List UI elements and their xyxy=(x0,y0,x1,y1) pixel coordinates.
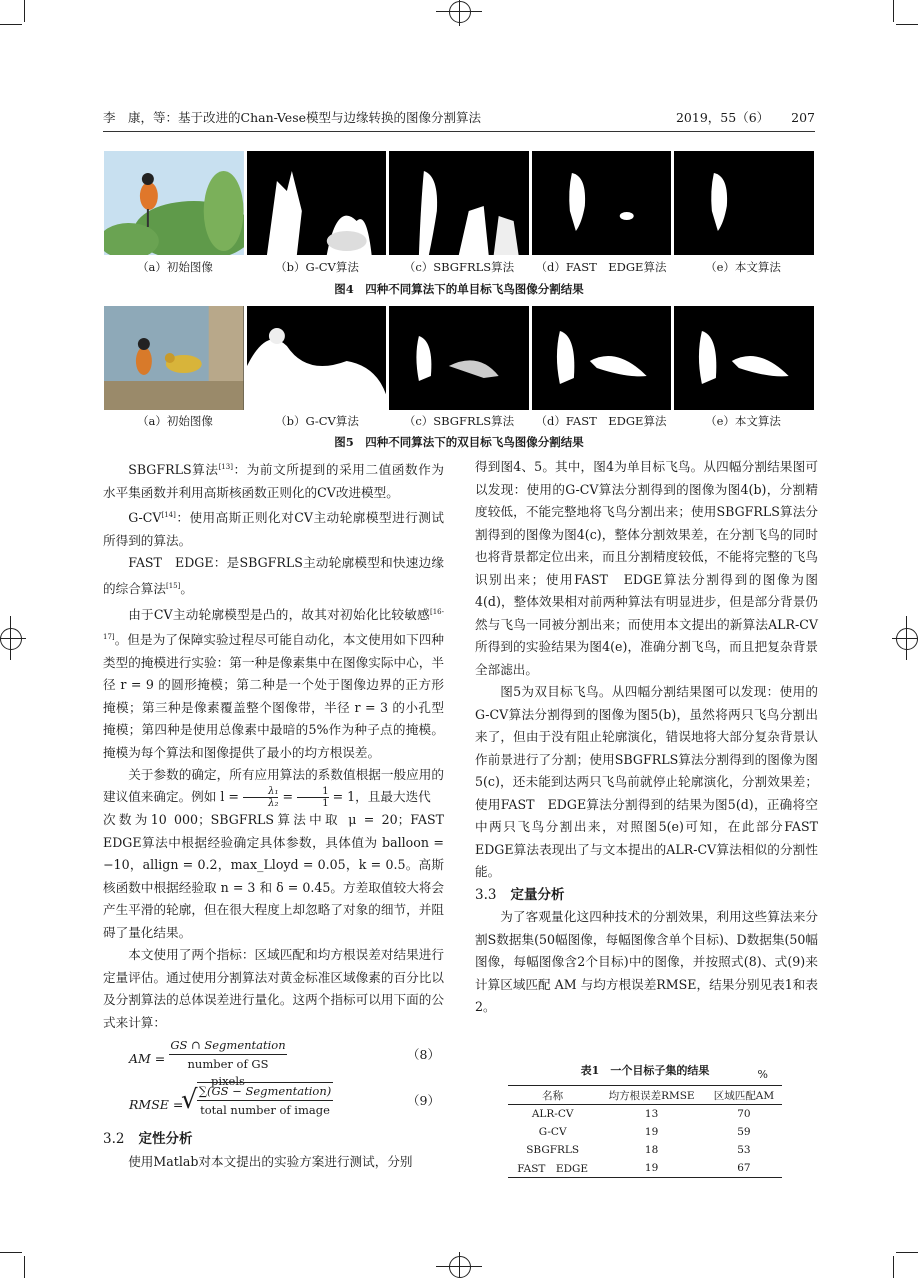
crop-mark xyxy=(0,1252,22,1253)
fig5-original-image xyxy=(104,306,244,410)
table-cell: 53 xyxy=(737,1144,751,1156)
text: = 1，且最大迭代 xyxy=(328,789,431,805)
crop-mark xyxy=(896,1252,918,1253)
fig4-caption-a: （a）初始图像 xyxy=(137,260,213,274)
section-number: 3.2 xyxy=(103,1131,125,1148)
registration-line xyxy=(459,0,460,26)
table-cell: 13 xyxy=(644,1108,659,1120)
paragraph-fig4-analysis: 得到图4、5。其中，图4为单目标飞鸟。从四幅分割结果图可以发现：使用的G-CV算法分割得到的图像为图4(b)，分割精度较低，不能完整地将飞鸟分割出来；使用SBGFRLS算法分割得到的图像为图4(c)，整体分割效果差，在分割飞鸟的同时也将背景都定位出来，而且分割精度较低，不能将完整的飞鸟识别出来；使用FAST EDGE算法分割得到的图像为图4(d)，整体效果相对前两种算法有明显进步，但是部分背景仍然与飞鸟一同被分割出来；而使用本文提出的新算法ALR-CV所得到的实验结果为图4(e)，准确分割飞鸟，而且把复杂背景全部滤出。 xyxy=(475,459,818,677)
fig4-caption-d: （d）FAST EDGE算法 xyxy=(535,260,667,274)
text: 关于参数的确定，所有应用算法的系数值根据一般应用的建议值来确定。例如 l = xyxy=(103,767,444,805)
eq9-number: （9） xyxy=(407,1093,440,1109)
fig5-fastedge-result xyxy=(532,306,672,410)
table-cell: 19 xyxy=(644,1126,659,1138)
eq8-denominator: number of GS pixels xyxy=(187,1057,269,1089)
table-cell: G-CV xyxy=(538,1126,567,1138)
column-header: 名称 xyxy=(508,1086,597,1105)
citation: [13] xyxy=(218,463,233,471)
fig5-proposed-result xyxy=(674,306,814,410)
section-title: 定量分析 xyxy=(510,886,565,903)
column-header: 区域匹配AM xyxy=(706,1086,782,1105)
citation: [15] xyxy=(165,581,181,590)
paragraph-parameters xyxy=(103,764,444,809)
equation-9 xyxy=(103,1078,444,1128)
paragraph-fastedge xyxy=(103,552,444,600)
right-column xyxy=(475,456,831,1019)
text: SBGFRLS算法 xyxy=(128,462,219,478)
registration-line xyxy=(459,1252,460,1278)
fig5-caption-d: （d）FAST EDGE算法 xyxy=(535,414,667,428)
column-header: 均方根误差RMSE xyxy=(597,1086,706,1105)
header-title: 李 康，等：基于改进的Chan-Vese模型与边缘转换的图像分割算法 xyxy=(103,110,482,125)
registration-mark xyxy=(0,628,22,650)
registration-line xyxy=(892,638,918,639)
fig5-caption-b: （b）G-CV算法 xyxy=(275,414,359,428)
eq8-number: （8） xyxy=(407,1047,440,1063)
running-header xyxy=(103,108,815,130)
registration-mark xyxy=(449,1256,471,1278)
table-cell: 67 xyxy=(706,1159,782,1178)
fig4-fastedge-result xyxy=(532,151,672,255)
eq9-lhs: RMSE = xyxy=(129,1097,184,1113)
crop-mark xyxy=(893,1256,894,1278)
eq8-numerator: GS ∩ Segmentation xyxy=(169,1037,287,1055)
table-header-row xyxy=(508,1086,782,1105)
text: ：为前文所提到的采用二值函数作为水平集函数并利用高斯核函数正则化的CV改进模型。 xyxy=(103,462,445,500)
section-title: 定性分析 xyxy=(138,1131,193,1148)
section-3-2-heading xyxy=(103,1128,444,1151)
fig4-proposed-result xyxy=(674,151,814,255)
fig5-sbgfrls-result xyxy=(389,306,529,410)
fraction xyxy=(297,786,329,809)
fig4-caption-b: （b）G-CV算法 xyxy=(275,260,359,274)
equation-8 xyxy=(103,1034,444,1089)
registration-mark xyxy=(449,1,471,23)
paragraph-matlab: 使用Matlab对本文提出的实验方案进行测试，分别 xyxy=(128,1153,413,1169)
fig5-gcv-result xyxy=(247,306,387,410)
crop-mark xyxy=(893,0,894,22)
header-rule xyxy=(103,131,815,132)
table-row xyxy=(508,1141,782,1159)
table1-title xyxy=(508,1062,782,1081)
table-cell: 59 xyxy=(737,1126,751,1138)
figure5-images xyxy=(104,306,814,410)
fig4-original-image xyxy=(104,151,244,255)
header-journal xyxy=(676,108,815,126)
journal-info: 2019，55（6） xyxy=(675,110,770,125)
crop-mark xyxy=(896,24,918,25)
table-cell: ALR-CV xyxy=(531,1108,574,1120)
paragraph-gcv xyxy=(103,504,444,552)
section-number: 3.3 xyxy=(475,886,497,903)
registration-mark xyxy=(896,628,918,650)
figure5-title: 图5 四种不同算法下的双目标飞鸟图像分割结果 xyxy=(334,435,584,449)
table-cell: 19 xyxy=(597,1159,706,1178)
figure4-captions xyxy=(104,259,814,275)
table1-title-text: 表1 一个目标子集的结果 xyxy=(580,1064,710,1077)
paragraph-quantitative: 为了客观量化这四种技术的分割效果，利用这些算法来分割S数据集(50幅图像，每幅图像含单个目标)、D数据集(50幅图像，每幅图像含2个目标)中的图像，并按照式(8)、式(9)来计算区域匹配 AM 与均方根误差RMSE，结果分别见表1和表2。 xyxy=(475,909,818,1014)
paragraph-parameters-cont: 次数为10 000；SBGFRLS算法中取 μ = 20；FAST EDGE算法中根据经验确定具体参数，具体值为 balloon = −10，allign = 0.2，max_Lloyd = 0.05，k = 0.5。高斯核函数中根据经验取 n = 3 和 δ = 0.45。方差取值较大将会产生平滑的轮廓，但在很大程度上却忽略了对象的细节，并阻碍了量化结果。 xyxy=(103,812,457,940)
paragraph-fig5-analysis: 图5为双目标飞鸟。从四幅分割结果图可以发现：使用的G-CV算法分割得到的图像为图5(b)，虽然将两只飞鸟分割出来了，但由于没有阻止轮廓演化，错误地将大部分复杂背景认作前景进行了分割；使用SBGFRLS算法分割得到的图像为图5(c)，还未能到达两只飞鸟前就停止轮廓演化，分割效果差；使用FAST EDGE算法分割得到的结果为图5(d)，正确将空中两只飞鸟分割出来，对照图5(e)可知，在此部分FAST EDGE算法表现出了与文本提出的ALR-CV算法相似的分割性能。 xyxy=(475,684,831,879)
fig5-caption-a: （a）初始图像 xyxy=(137,414,213,428)
text: FAST EDGE：是SBGFRLS主动轮廓模型和快速边缘的综合算法 xyxy=(103,555,444,597)
crop-mark xyxy=(0,24,22,25)
left-column xyxy=(103,456,457,1173)
table-row xyxy=(508,1123,782,1141)
figure4-images xyxy=(104,151,814,255)
text: 。 xyxy=(180,581,193,597)
table-cell: FAST EDGE xyxy=(508,1159,597,1178)
table1 xyxy=(508,1085,782,1178)
text: G-CV xyxy=(128,510,162,526)
frac-den: 1 xyxy=(322,798,329,810)
page-number: 207 xyxy=(791,110,815,125)
citation: [14] xyxy=(161,511,176,520)
table-cell: 70 xyxy=(737,1108,751,1120)
fig5-caption-e: （e）本文算法 xyxy=(705,414,781,428)
table-row xyxy=(508,1105,782,1124)
fraction xyxy=(243,786,279,809)
table-row xyxy=(508,1159,782,1178)
fig4-gcv-result xyxy=(247,151,387,255)
section-3-3-heading xyxy=(475,884,818,907)
eq9-denominator: total number of image xyxy=(200,1103,330,1118)
eq8-lhs: AM = xyxy=(129,1051,166,1067)
figure5-captions xyxy=(104,413,814,429)
frac-num: λ₁ xyxy=(243,786,279,798)
registration-line xyxy=(0,638,26,639)
fig5-caption-c: （c）SBGFRLS算法 xyxy=(403,414,515,428)
paragraph-masks xyxy=(103,601,444,765)
text: 。但是为了保障实验过程尽可能自动化，本文使用如下四种类型的掩模进行实验：第一种是像素集中在图像实际中心，半径 r = 9 的圆形掩模；第二种是一个处于图像边界的正方形掩模；第三种是像素覆盖整个图像带，半径 r = 3 的小孔型掩模；第四种是使用总像素中最暗的5%作为种子点的掩模。掩模为每个算法和图像提供了最小的均方根误差。 xyxy=(103,632,444,760)
fig4-caption-c: （c）SBGFRLS算法 xyxy=(403,260,515,274)
citation: [16-17] xyxy=(103,607,444,642)
table-cell: 18 xyxy=(644,1144,659,1156)
table-cell: SBGFRLS xyxy=(526,1144,580,1156)
paragraph-sbgfrls xyxy=(103,456,444,504)
frac-num: 1 xyxy=(297,786,329,798)
figure4-title: 图4 四种不同算法下的单目标飞鸟图像分割结果 xyxy=(334,282,584,296)
paragraph-metrics: 本文使用了两个指标：区域匹配和均方根误差对结果进行定量评估。通过使用分割算法对黄金标准区域像素的百分比以及分割算法的总体误差进行量化。这两个指标可以用下面的公式来计算： xyxy=(103,947,444,1030)
frac-den: λ₂ xyxy=(268,798,279,810)
sqrt-sign: √ xyxy=(181,1085,198,1116)
fig4-sbgfrls-result xyxy=(389,151,529,255)
table1-unit: % xyxy=(757,1068,768,1081)
text: = xyxy=(278,789,298,805)
crop-mark xyxy=(24,1256,25,1278)
text: ：使用高斯正则化对CV主动轮廓模型进行测试所得到的算法。 xyxy=(103,510,444,548)
text: 由于CV主动轮廓模型是凸的，故其对初始化比较敏感 xyxy=(128,606,430,622)
eq9-numerator: ∑(GS − Segmentation) xyxy=(197,1082,333,1101)
crop-mark xyxy=(24,0,25,22)
fig4-caption-e: （e）本文算法 xyxy=(705,260,781,274)
